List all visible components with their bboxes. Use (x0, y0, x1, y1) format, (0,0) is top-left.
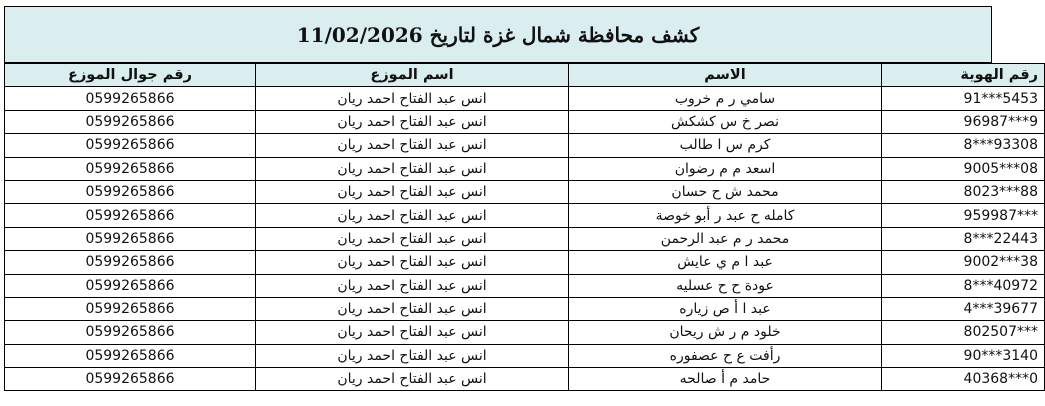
table-row (5, 180, 1045, 203)
id-value: 802507*** (963, 324, 1038, 341)
cell-id (882, 87, 1045, 110)
cell-name: اسعد م م رضوان (569, 157, 882, 180)
table-row (5, 274, 1045, 297)
table-row (5, 321, 1045, 344)
id-value: 96987***9 (963, 113, 1038, 130)
table-row (5, 110, 1045, 133)
cell-id (882, 344, 1045, 367)
cell-id (882, 368, 1045, 391)
cell-id (882, 321, 1045, 344)
header-name: الاسم (569, 64, 882, 87)
cell-name: كامله ح عبد ر أبو خوصة (569, 204, 882, 227)
table-row (5, 344, 1045, 367)
table-row (5, 157, 1045, 180)
id-value: 9005***08 (963, 160, 1038, 177)
cell-distributor: انس عبد الفتاح احمد ريان (256, 368, 569, 391)
cell-name: حامد م أ صالحه (569, 368, 882, 391)
cell-phone: 0599265866 (5, 180, 256, 203)
cell-id (882, 134, 1045, 157)
cell-distributor: انس عبد الفتاح احمد ريان (256, 344, 569, 367)
cell-phone: 0599265866 (5, 87, 256, 110)
cell-name: عبد ا أ ص زياره (569, 297, 882, 320)
cell-name: محمد ر م عبد الرحمن (569, 227, 882, 250)
cell-name: محمد ش ح حسان (569, 180, 882, 203)
cell-phone: 0599265866 (5, 274, 256, 297)
cell-distributor: انس عبد الفتاح احمد ريان (256, 134, 569, 157)
cell-phone: 0599265866 (5, 344, 256, 367)
cell-phone: 0599265866 (5, 134, 256, 157)
id-value: 90***3140 (963, 347, 1038, 364)
header-distributor: اسم الموزع (256, 64, 569, 87)
cell-id (882, 274, 1045, 297)
cell-id (882, 227, 1045, 250)
cell-id (882, 204, 1045, 227)
table-row (5, 204, 1045, 227)
header-phone: رقم جوال الموزع (5, 64, 256, 87)
cell-name: عودة ح ح عسليه (569, 274, 882, 297)
id-value: 91***5453 (963, 90, 1038, 107)
id-value: 40368***0 (963, 371, 1038, 388)
table-row (5, 368, 1045, 391)
cell-name: رأفت ع ح عصفوره (569, 344, 882, 367)
cell-id (882, 157, 1045, 180)
id-value: 959987*** (963, 207, 1038, 224)
cell-distributor: انس عبد الفتاح احمد ريان (256, 180, 569, 203)
cell-id (882, 180, 1045, 203)
cell-phone: 0599265866 (5, 110, 256, 133)
id-value: 8023***88 (963, 184, 1038, 201)
cell-phone: 0599265866 (5, 368, 256, 391)
cell-name: سامي ر م خروب (569, 87, 882, 110)
id-value: 8***40972 (963, 277, 1038, 294)
table-header-row (5, 64, 1045, 87)
cell-name: عبد ا م ي عايش (569, 251, 882, 274)
cell-distributor: انس عبد الفتاح احمد ريان (256, 321, 569, 344)
table-row (5, 251, 1045, 274)
id-value: 4***39677 (963, 301, 1038, 318)
cell-phone: 0599265866 (5, 227, 256, 250)
beneficiaries-table (4, 63, 1045, 391)
cell-name: خلود م ر ش ريحان (569, 321, 882, 344)
cell-phone: 0599265866 (5, 297, 256, 320)
cell-phone: 0599265866 (5, 204, 256, 227)
table-row (5, 134, 1045, 157)
cell-phone: 0599265866 (5, 157, 256, 180)
table-row (5, 87, 1045, 110)
cell-phone: 0599265866 (5, 251, 256, 274)
cell-name: نصر خ س كشكش (569, 110, 882, 133)
page-title: كشف محافظة شمال غزة لتاريخ 11/02/2026 (4, 6, 992, 63)
cell-distributor: انس عبد الفتاح احمد ريان (256, 227, 569, 250)
cell-id (882, 110, 1045, 133)
document-sheet (4, 6, 1038, 391)
cell-distributor: انس عبد الفتاح احمد ريان (256, 274, 569, 297)
id-value: 9002***38 (963, 254, 1038, 271)
cell-distributor: انس عبد الفتاح احمد ريان (256, 110, 569, 133)
table-row (5, 297, 1045, 320)
table-row (5, 227, 1045, 250)
cell-distributor: انس عبد الفتاح احمد ريان (256, 297, 569, 320)
header-id: رقم الهوية (882, 64, 1045, 87)
cell-id (882, 297, 1045, 320)
id-value: 8***22443 (963, 230, 1038, 247)
cell-distributor: انس عبد الفتاح احمد ريان (256, 251, 569, 274)
cell-phone: 0599265866 (5, 321, 256, 344)
id-value: 8***93308 (963, 137, 1038, 154)
cell-distributor: انس عبد الفتاح احمد ريان (256, 87, 569, 110)
cell-name: كرم س ا طالب (569, 134, 882, 157)
cell-distributor: انس عبد الفتاح احمد ريان (256, 157, 569, 180)
cell-distributor: انس عبد الفتاح احمد ريان (256, 204, 569, 227)
cell-id (882, 251, 1045, 274)
